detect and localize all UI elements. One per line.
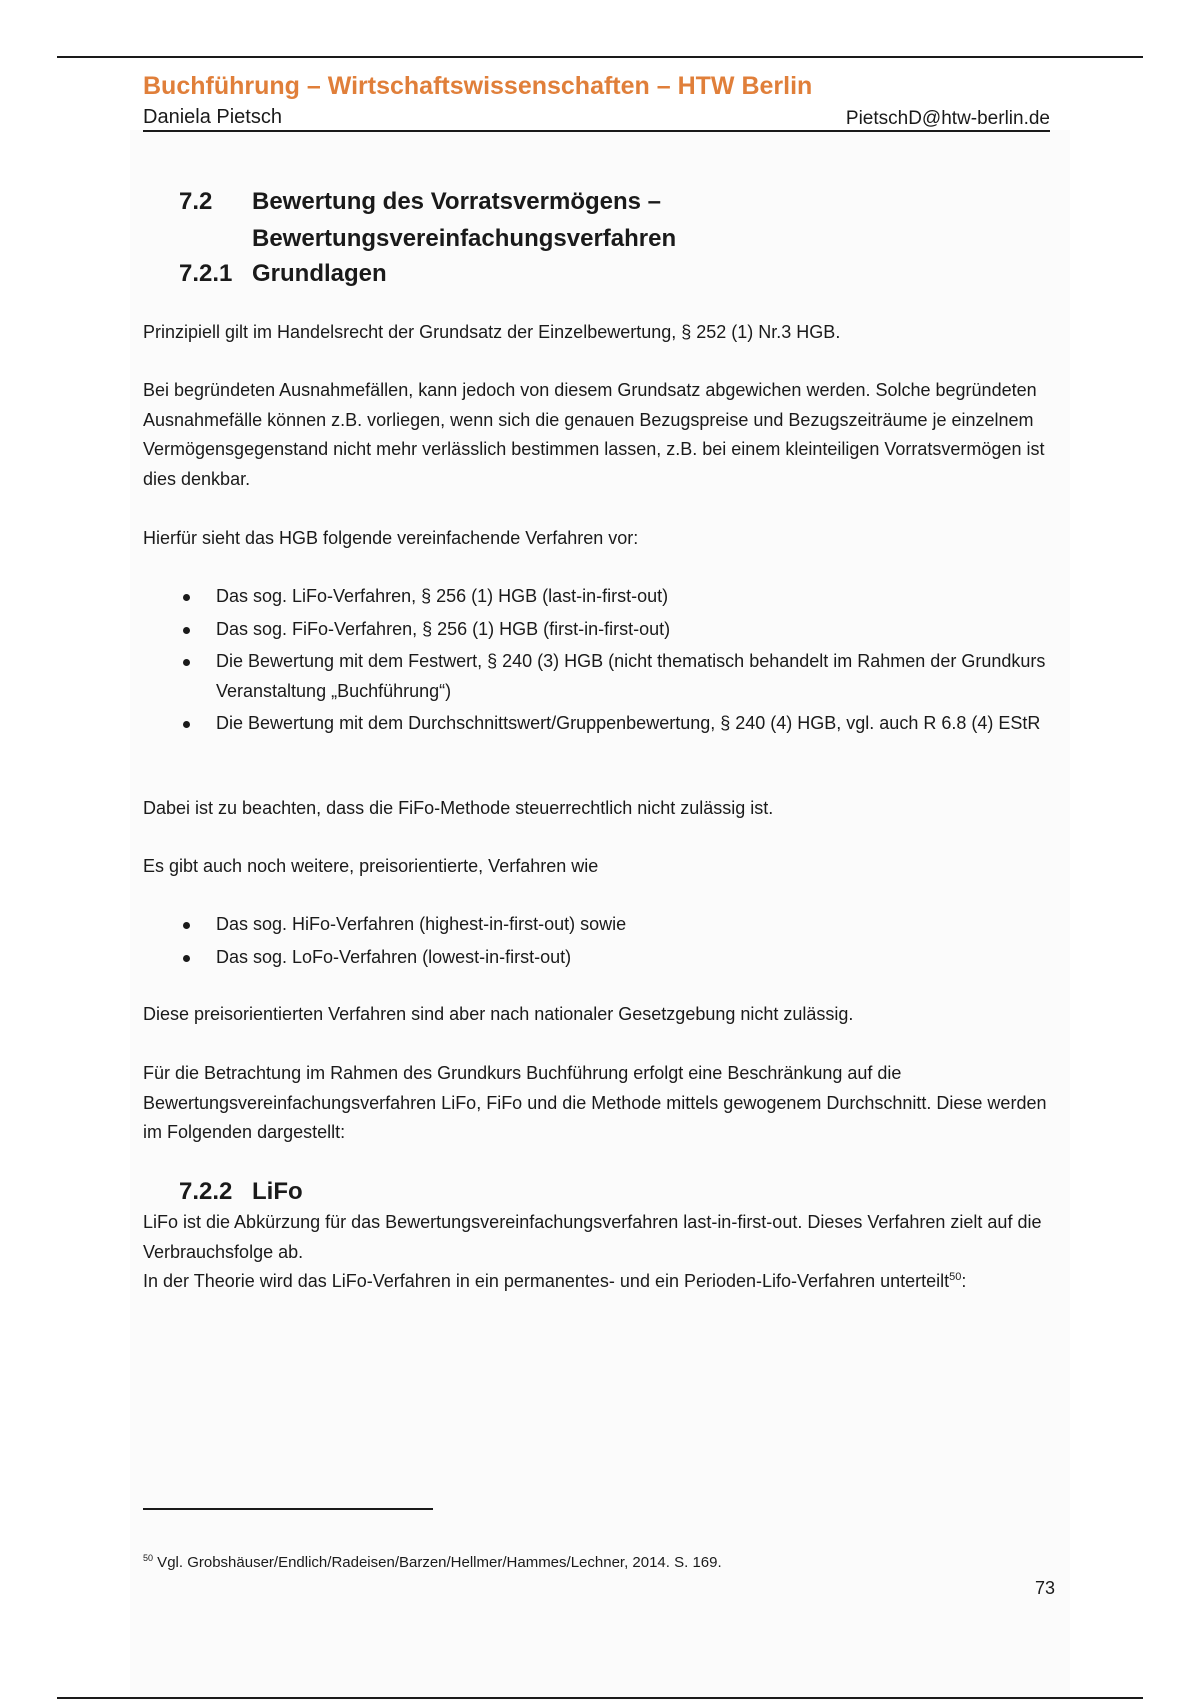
- bullet-icon: [183, 922, 190, 929]
- list-item: Das sog. HiFo-Verfahren (highest-in-first-out) sowie: [143, 910, 1063, 940]
- header-rule: [143, 130, 1050, 132]
- bullet-icon: [183, 659, 190, 666]
- header-email[interactable]: PietschD@htw-berlin.de: [845, 108, 1050, 129]
- section-title: LiFo: [252, 1178, 303, 1205]
- section-7-2-heading: [179, 188, 676, 253]
- price-oriented-list: [143, 910, 1063, 975]
- bullet-icon: [183, 721, 190, 728]
- section-title: Grundlagen: [252, 260, 387, 287]
- section-7-2-1-heading: [179, 260, 387, 288]
- bullet-icon: [183, 627, 190, 634]
- footnote-marker: 50: [143, 1553, 154, 1563]
- lifo-text-line2: In der Theorie wird das LiFo-Verfahren in ein permanentes- und ein Perioden-Lifo-Verfahren unterteilt: [143, 1271, 950, 1291]
- lifo-text-line1: LiFo ist die Abkürzung für das Bewertungsvereinfachungsverfahren last-in-first-out. Dieses Verfahren zielt auf die Verbrauchsfolge ab.: [143, 1212, 1042, 1262]
- bullet-icon: [183, 594, 190, 601]
- list-item: Das sog. LiFo-Verfahren, § 256 (1) HGB (last-in-first-out): [143, 582, 1063, 612]
- paragraph-6: Diese preisorientierten Verfahren sind aber nach nationaler Gesetzgebung nicht zulässig.: [143, 1004, 854, 1024]
- list-item: Das sog. LoFo-Verfahren (lowest-in-first-out): [143, 943, 1063, 973]
- paragraph-1: Prinzipiell gilt im Handelsrecht der Grundsatz der Einzelbewertung, § 252 (1) Nr.3 HGB.: [143, 322, 841, 342]
- section-7-2-2-heading: [179, 1178, 303, 1206]
- section-title-line1: Bewertung des Vorratsvermögens –: [252, 188, 662, 215]
- section-title-line2: Bewertungsvereinfachungsverfahren: [252, 225, 677, 252]
- footnote-text: Vgl. Grobshäuser/Endlich/Radeisen/Barzen/Hellmer/Hammes/Lechner, 2014. S. 169.: [153, 1554, 722, 1571]
- footnote-reference[interactable]: 50: [949, 1271, 962, 1283]
- procedure-list: [143, 582, 1063, 742]
- section-number: 7.2.2: [179, 1178, 233, 1205]
- paragraph-7: Für die Betrachtung im Rahmen des Grundkurs Buchführung erfolgt eine Beschränkung auf die Bewertungsvereinfachungsverfahren LiFo, FiFo und die Methode mittels gewogenem Durchschnitt. Diese werden im Folgenden dargestellt:: [143, 1063, 1047, 1142]
- paragraph-5: Es gibt auch noch weitere, preisorientierte, Verfahren wie: [143, 856, 599, 876]
- lifo-text-suffix: :: [961, 1271, 967, 1291]
- list-item: Die Bewertung mit dem Festwert, § 240 (3) HGB (nicht thematisch behandelt im Rahmen der Grundkurs Veranstaltung „Buchführung“): [143, 647, 1063, 706]
- top-rule: [57, 56, 1143, 58]
- list-item: Das sog. FiFo-Verfahren, § 256 (1) HGB (first-in-first-out): [143, 615, 1063, 645]
- footnote-rule: [143, 1508, 433, 1510]
- list-item: Die Bewertung mit dem Durchschnittswert/Gruppenbewertung, § 240 (4) HGB, vgl. auch R 6.8 (4) EStR: [143, 709, 1063, 739]
- section-number: 7.2: [179, 188, 213, 215]
- header-author: Daniela Pietsch: [143, 106, 282, 128]
- section-number: 7.2.1: [179, 260, 233, 287]
- paragraph-3: Hierfür sieht das HGB folgende vereinfachende Verfahren vor:: [143, 528, 639, 548]
- paragraph-2: Bei begründeten Ausnahmefällen, kann jedoch von diesem Grundsatz abgewichen werden. Solche begründeten Ausnahmefälle können z.B. vorliegen, wenn sich die genauen Bezugspreise und Bezugszeiträume je einzelnem Vermögensgegenstand nicht mehr verlässlich bestimmen lassen, z.B. bei einem kleinteiligen Vorratsvermögen ist dies denkbar.: [143, 380, 1045, 489]
- header-title: Buchführung – Wirtschaftswissenschaften – HTW Berlin: [143, 72, 813, 100]
- lifo-paragraph: [143, 1208, 1063, 1297]
- paragraph-4: Dabei ist zu beachten, dass die FiFo-Methode steuerrechtlich nicht zulässig ist.: [143, 798, 774, 818]
- page-number: 73: [1035, 1578, 1056, 1598]
- bottom-rule: [57, 1697, 1143, 1699]
- bullet-icon: [183, 955, 190, 962]
- footnote: [143, 1554, 722, 1571]
